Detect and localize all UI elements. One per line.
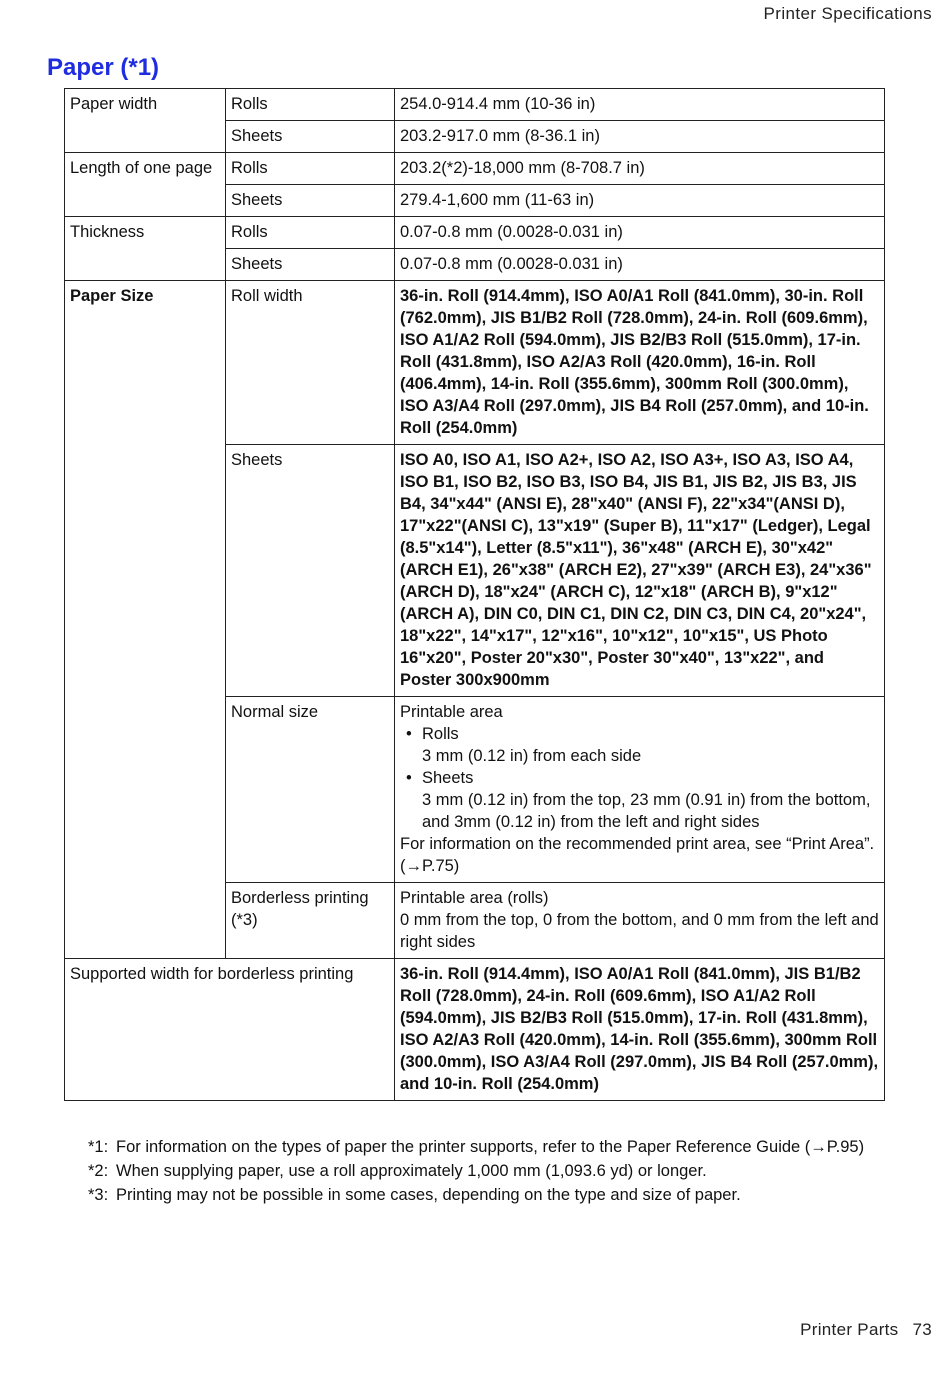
borderless-print-area: [395, 883, 885, 959]
spec-value: 203.2-917.0 mm (8-36.1 in): [395, 121, 885, 153]
table-row: [65, 281, 885, 445]
sub-label: Rolls: [226, 217, 395, 249]
bullet-text: 3 mm (0.12 in) from each side: [422, 747, 642, 765]
row-label-paper-size: Paper Size: [65, 281, 226, 959]
page-number: 73: [912, 1320, 932, 1339]
bullet-item: • Rolls: [406, 725, 459, 743]
row-label-paper-width: Paper width: [65, 89, 226, 153]
roll-width-list: 36-in. Roll (914.4mm), ISO A0/A1 Roll (841.0mm), 30-in. Roll (762.0mm), JIS B1/B2 Roll (728.0mm), 24-in. Roll (609.6mm), ISO A1/A2 Roll (594.0mm), JIS B2/B3 Roll (515.0mm), 17-in. Roll (431.8mm), ISO A2/A3 Roll (420.0mm), 16-in. Roll (406.4mm), 14-in. Roll (355.6mm), 300mm Roll (300.0mm), ISO A3/A4 Roll (297.0mm), JIS B4 Roll (257.0mm), and 10-in. Roll (254.0mm): [395, 281, 885, 445]
footnotes: [88, 1135, 864, 1207]
spec-value: 0.07-0.8 mm (0.0028-0.031 in): [395, 249, 885, 281]
running-header: Printer Specifications: [763, 4, 932, 23]
table-row: [65, 89, 885, 121]
sub-label: Rolls: [226, 89, 395, 121]
supported-width-list: 36-in. Roll (914.4mm), ISO A0/A1 Roll (841.0mm), JIS B1/B2 Roll (728.0mm), 24-in. Roll (609.6mm), ISO A1/A2 Roll (594.0mm), JIS B2/B3 Roll (515.0mm), 17-in. Roll (431.8mm), ISO A2/A3 Roll (420.0mm), 14-in. Roll (355.6mm), 300mm Roll (300.0mm), ISO A3/A4 Roll (297.0mm), JIS B4 Roll (257.0mm), and 10-in. Roll (254.0mm): [395, 959, 885, 1101]
row-label-thickness: Thickness: [65, 217, 226, 281]
bullet-text: 3 mm (0.12 in) from the top, 23 mm (0.91 in) from the bottom, and 3mm (0.12 in) from the left and right sides: [422, 791, 871, 831]
table-row: [65, 153, 885, 185]
print-area-heading: Printable area: [400, 703, 503, 721]
sub-label: Normal size: [226, 697, 395, 883]
bullet-icon: •: [406, 769, 412, 787]
sub-label: Sheets: [226, 249, 395, 281]
footnote: *2: When supplying paper, use a roll approximately 1,000 mm (1,093.6 yd) or longer.: [88, 1162, 707, 1180]
table-row: [65, 217, 885, 249]
bullet-item: • Sheets: [406, 769, 474, 787]
paper-spec-table: [64, 88, 885, 1101]
section-title: Paper (*1): [47, 54, 160, 81]
footer-section: Printer Parts: [800, 1320, 899, 1339]
page-footer: [800, 1320, 932, 1340]
spec-value: 254.0-914.4 mm (10-36 in): [395, 89, 885, 121]
sub-label: Sheets: [226, 445, 395, 697]
sub-label: Rolls: [226, 153, 395, 185]
table-row: [65, 959, 885, 1101]
sub-label: Roll width: [226, 281, 395, 445]
sub-label: Sheets: [226, 121, 395, 153]
borderless-text: 0 mm from the top, 0 from the bottom, and 0 mm from the left and right sides: [400, 911, 879, 951]
spec-value: 279.4-1,600 mm (11-63 in): [395, 185, 885, 217]
sub-label: Borderless printing (*3): [226, 883, 395, 959]
spec-value: 0.07-0.8 mm (0.0028-0.031 in): [395, 217, 885, 249]
row-label-length: Length of one page: [65, 153, 226, 217]
normal-print-area: [395, 697, 885, 883]
sheet-size-list: ISO A0, ISO A1, ISO A2+, ISO A2, ISO A3+, ISO A3, ISO A4, ISO B1, ISO B2, ISO B3, ISO B4, JIS B1, JIS B2, JIS B3, JIS B4, 34"x44" (ANSI E), 28"x40" (ANSI F), 22"x34"(ANSI D), 17"x22"(ANSI C), 13"x19" (Super B), 11"x17" (Ledger), Legal (8.5"x14"), Letter (8.5"x11"), 36"x48" (ARCH E), 30"x42" (ARCH E1), 26"x38" (ARCH E2), 27"x39" (ARCH E3), 24"x36" (ARCH D), 18"x24" (ARCH C), 12"x18" (ARCH B), 9"x12" (ARCH A), DIN C0, DIN C1, DIN C2, DIN C3, DIN C4, 20"x24", 18"x22", 14"x17", 12"x16", 10"x12", 10"x15", US Photo 16"x20", Poster 20"x30", Poster 30"x40", 13"x22", and Poster 300x900mm: [395, 445, 885, 697]
sub-label: Sheets: [226, 185, 395, 217]
footnote: *3: Printing may not be possible in some cases, depending on the type and size of paper.: [88, 1186, 741, 1204]
row-label-supported-width: Supported width for borderless printing: [65, 959, 395, 1101]
print-area-note: For information on the recommended print area, see “Print Area”. (→P.75): [400, 835, 875, 875]
bullet-icon: •: [406, 725, 412, 743]
spec-value: 203.2(*2)-18,000 mm (8-708.7 in): [395, 153, 885, 185]
footnote: *1: For information on the types of paper the printer supports, refer to the Paper Reference Guide (→P.95): [88, 1138, 865, 1156]
borderless-heading: Printable area (rolls): [400, 889, 549, 907]
